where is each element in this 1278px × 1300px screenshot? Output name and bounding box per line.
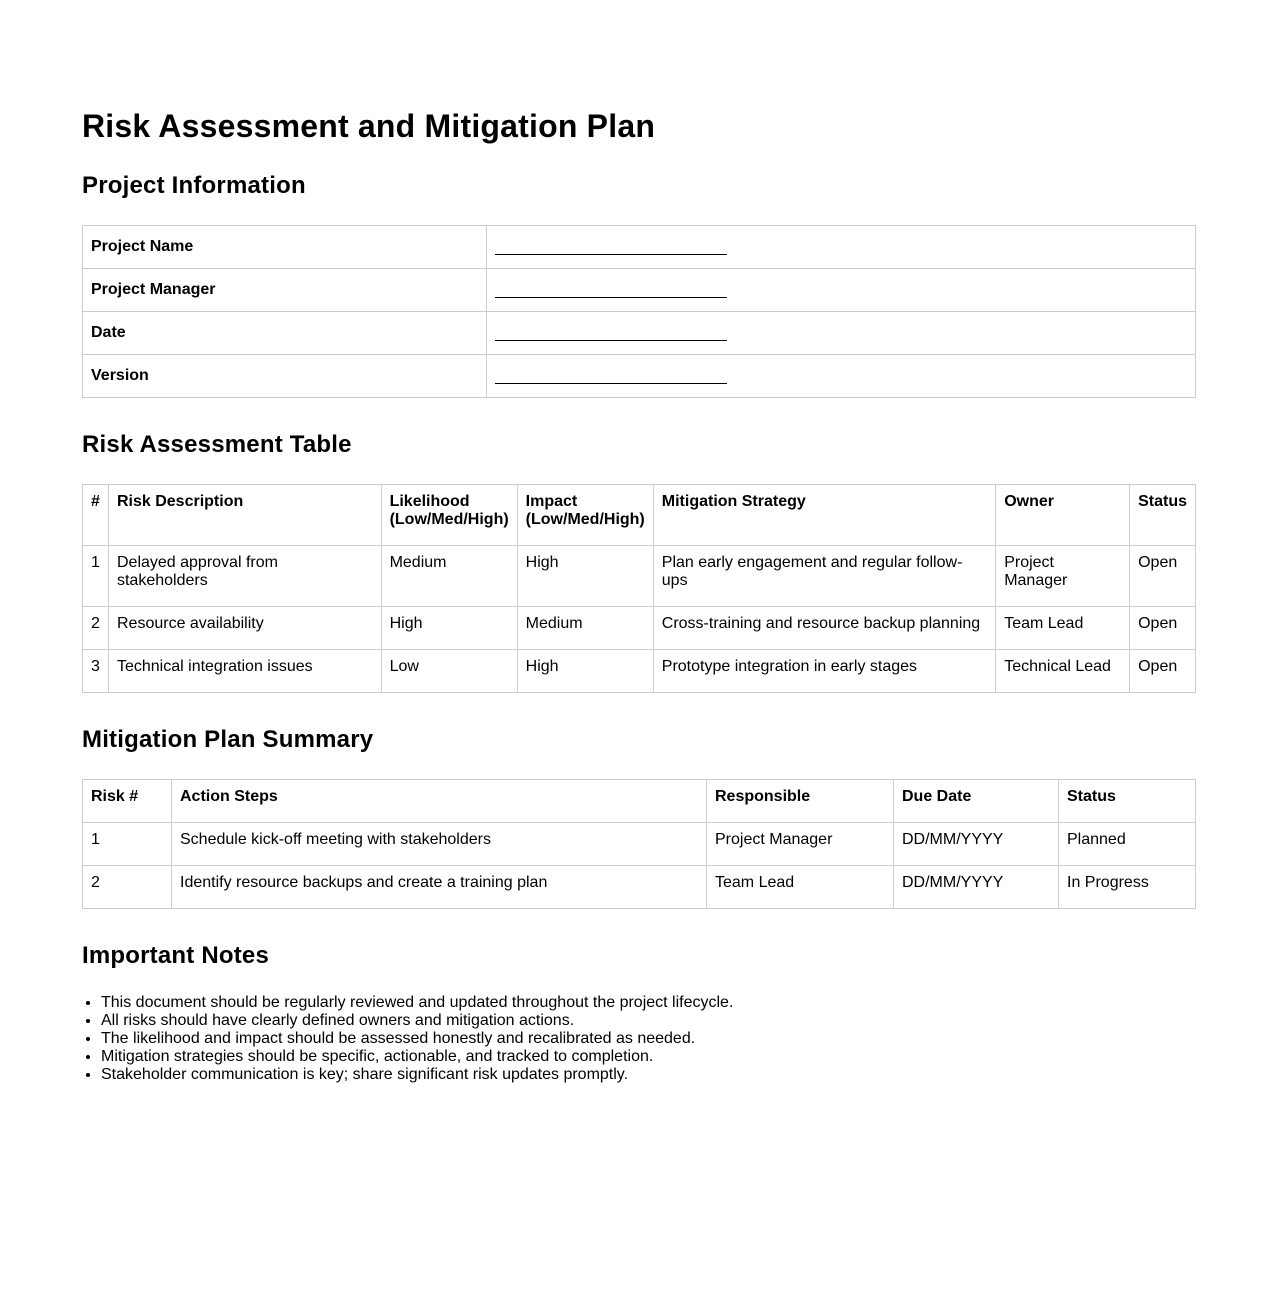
list-item: • Mitigation strategies should be specific, actionable, and tracked to completion. (101, 1048, 1196, 1066)
risk-impact: High (517, 546, 653, 607)
col-header-owner: Owner (996, 485, 1130, 546)
mitigation-action: Identify resource backups and create a training plan (172, 866, 707, 909)
col-header-impact-line2: (Low/Med/High) (525, 511, 645, 528)
risk-description: Resource availability (108, 607, 381, 650)
mitigation-risk-number: 2 (83, 866, 172, 909)
col-header-likelihood-line2: (Low/Med/High) (389, 511, 509, 528)
project-info-row (83, 355, 1196, 398)
version-label: Version (83, 355, 487, 398)
col-header-mitigation-strategy: Mitigation Strategy (653, 485, 995, 546)
risk-table-heading: Risk Assessment Table (82, 431, 352, 458)
risk-likelihood: High (381, 607, 517, 650)
project-name-label: Project Name (83, 226, 487, 269)
risk-description: Delayed approval from stakeholders (108, 546, 381, 607)
table-row (83, 823, 1196, 866)
mitigation-plan-table (82, 779, 1196, 909)
risk-status: Open (1130, 546, 1196, 607)
col-header-status: Status (1059, 780, 1196, 823)
table-header-row (83, 780, 1196, 823)
col-header-impact-line1: Impact (525, 493, 578, 510)
risk-strategy: Prototype integration in early stages (653, 650, 995, 693)
risk-number: 3 (83, 650, 109, 693)
mitigation-responsible: Project Manager (707, 823, 894, 866)
col-header-action-steps: Action Steps (172, 780, 707, 823)
risk-impact: High (517, 650, 653, 693)
table-row (83, 607, 1196, 650)
project-manager-field[interactable] (487, 269, 1196, 312)
document-title: Risk Assessment and Mitigation Plan (82, 108, 656, 144)
notes-section (82, 994, 1196, 1084)
risk-status: Open (1130, 607, 1196, 650)
risk-status: Open (1130, 650, 1196, 693)
risk-owner: Team Lead (996, 607, 1130, 650)
mitigation-status: In Progress (1059, 866, 1196, 909)
col-header-risk-number: Risk # (83, 780, 172, 823)
table-header-row (83, 485, 1196, 546)
list-item: • Stakeholder communication is key; share significant risk updates promptly. (101, 1066, 1196, 1084)
mitigation-due-date: DD/MM/YYYY (894, 823, 1059, 866)
risk-number: 2 (83, 607, 109, 650)
list-item: • All risks should have clearly defined owners and mitigation actions. (101, 1012, 1196, 1030)
notes-list (82, 994, 1196, 1084)
blank-line (495, 283, 727, 298)
project-info-row (83, 269, 1196, 312)
mitigation-action: Schedule kick-off meeting with stakeholders (172, 823, 707, 866)
risk-description: Technical integration issues (108, 650, 381, 693)
project-info-heading: Project Information (82, 172, 306, 199)
blank-line (495, 369, 727, 384)
mitigation-risk-number: 1 (83, 823, 172, 866)
table-row (83, 650, 1196, 693)
notes-heading: Important Notes (82, 942, 270, 969)
risk-strategy: Plan early engagement and regular follow-ups (653, 546, 995, 607)
col-header-status: Status (1130, 485, 1196, 546)
col-header-due-date: Due Date (894, 780, 1059, 823)
version-field[interactable] (487, 355, 1196, 398)
project-info-table (82, 225, 1196, 398)
mitigation-due-date: DD/MM/YYYY (894, 866, 1059, 909)
risk-strategy: Cross-training and resource backup planning (653, 607, 995, 650)
risk-number: 1 (83, 546, 109, 607)
risk-impact: Medium (517, 607, 653, 650)
date-label: Date (83, 312, 487, 355)
mitigation-summary-heading: Mitigation Plan Summary (82, 726, 374, 753)
col-header-likelihood (381, 485, 517, 546)
risk-owner: Technical Lead (996, 650, 1130, 693)
list-item: • The likelihood and impact should be assessed honestly and recalibrated as needed. (101, 1030, 1196, 1048)
blank-line (495, 326, 727, 341)
col-header-likelihood-line1: Likelihood (389, 493, 470, 510)
date-field[interactable] (487, 312, 1196, 355)
risk-assessment-table (82, 484, 1196, 693)
col-header-risk-description: Risk Description (108, 485, 381, 546)
project-manager-label: Project Manager (83, 269, 487, 312)
col-header-responsible: Responsible (707, 780, 894, 823)
table-row (83, 546, 1196, 607)
blank-line (495, 240, 727, 255)
risk-likelihood: Low (381, 650, 517, 693)
mitigation-status: Planned (1059, 823, 1196, 866)
table-row (83, 866, 1196, 909)
risk-likelihood: Medium (381, 546, 517, 607)
project-info-row (83, 226, 1196, 269)
list-item: • This document should be regularly reviewed and updated throughout the project lifecycle. (101, 994, 1196, 1012)
mitigation-responsible: Team Lead (707, 866, 894, 909)
col-header-number: # (83, 485, 109, 546)
project-name-field[interactable] (487, 226, 1196, 269)
project-info-row (83, 312, 1196, 355)
col-header-impact (517, 485, 653, 546)
risk-owner: Project Manager (996, 546, 1130, 607)
